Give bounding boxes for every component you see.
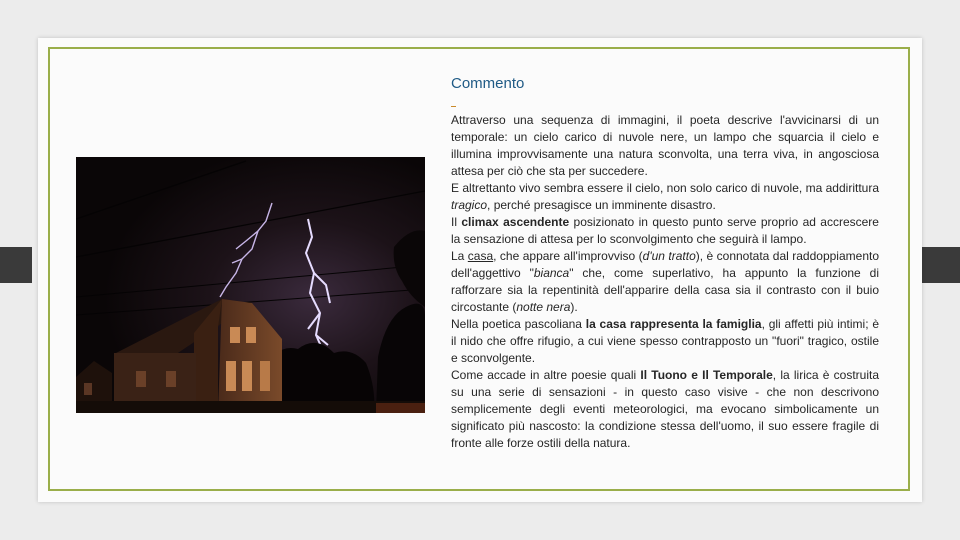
text-run: , gli affetti più intimi; è il nido che offre rifugio, a cui viene spesso contrapposto un "fuori" tragico, ostile e sconvolgente.: [451, 317, 879, 365]
paragraph-p1: [451, 112, 879, 180]
text-run: , che appare all'improvviso (: [493, 249, 643, 263]
text-run: Nella poetica pascoliana: [451, 317, 586, 331]
page-title: Commento: [451, 75, 525, 92]
text-run: " che, come superlativo, ha appunto la funzione di rafforzare sia la repentinità dell'apparire della casa sia il contrasto con il buio circostante (: [451, 266, 879, 314]
text-run: posizionato in questo punto serve proprio ad accrescere la sensazione di attesa per lo sconvolgimento che seguirà il lampo.: [451, 215, 879, 246]
text-run: , la lirica è costruita su una serie di sensazioni - in questo caso visive - che non descrivono semplicemente degli eventi meteorologici, ma evocano simbolicamente un significato più nascosto: la condizione stessa dell'uomo, il suo essere fragile di fronte alle forze ostili della natura.: [451, 368, 880, 450]
paragraph-p3: [451, 214, 879, 248]
text-run: d'un tratto: [642, 249, 696, 263]
text-run: bianca: [533, 266, 570, 280]
text-run: Il: [451, 215, 462, 229]
text-run: Come accade in altre poesie quali: [451, 368, 641, 382]
text-run: casa: [467, 249, 494, 263]
text-run: Il Tuono e Il Temporale: [640, 368, 773, 382]
left-edge-tab: [0, 247, 32, 283]
lightning-over-house-photo: [76, 157, 425, 413]
text-run: E altrettanto vivo sembra essere il cielo, non solo carico di nuvole, ma addirittura: [451, 181, 879, 195]
commentary-text: [451, 112, 879, 452]
text-run: , perché presagisce un imminente disastro.: [487, 198, 716, 212]
text-run: tragico: [451, 198, 488, 212]
text-run: notte nera: [516, 300, 571, 314]
paragraph-p4: [451, 248, 879, 316]
text-run: climax ascendente: [461, 215, 570, 229]
text-run: Attraverso una sequenza di immagini, il poeta descrive l'avvicinarsi di un temporale: un cielo carico di nuvole nere, un lampo che squarcia il cielo e illumina improvvisamente una natura sconvolta, una terra viva, in angosciosa attesa per ciò che sta per succedere.: [451, 113, 879, 178]
text-run: ).: [570, 300, 578, 314]
paragraph-p2: [451, 180, 879, 214]
text-run: ), è connotata dal raddoppiamento dell'aggettivo ": [451, 249, 879, 280]
paragraph-p5: [451, 316, 879, 367]
lightning-photo-graphic: [76, 157, 425, 413]
title-accent-mark: [451, 106, 456, 107]
text-run: La: [451, 249, 468, 263]
text-run: la casa rappresenta la famiglia: [585, 317, 762, 331]
paragraph-p6: [451, 367, 879, 452]
